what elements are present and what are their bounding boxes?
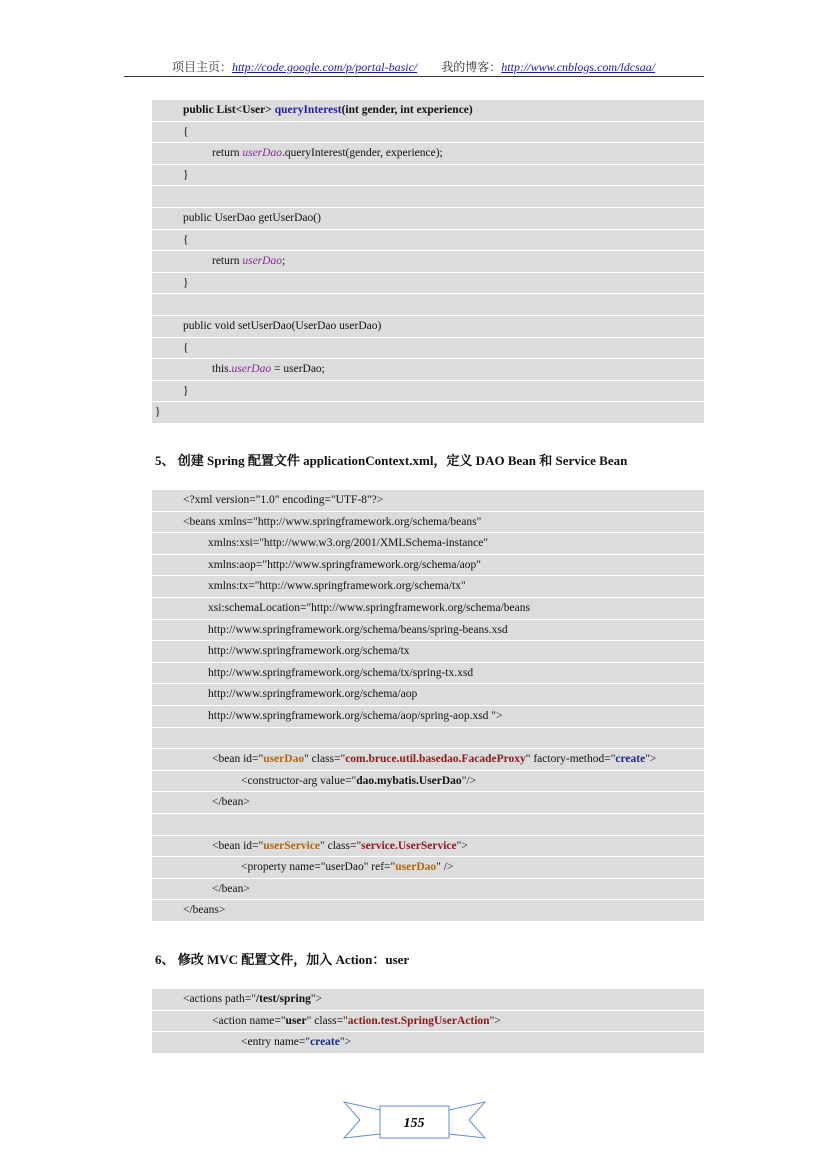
home-label: 项目主页： <box>171 60 232 74</box>
blog-link[interactable]: http://www.cnblogs.com/ldcsaa/ <box>501 60 656 74</box>
code-line <box>152 359 704 381</box>
code-line <box>152 294 704 316</box>
code-line <box>152 208 704 230</box>
code-token: "> <box>456 839 468 852</box>
code-token: userService <box>263 839 321 852</box>
code-line <box>152 338 704 360</box>
code-token: "> <box>489 1014 501 1027</box>
code-token: " class=" <box>320 839 362 852</box>
home-link[interactable]: http://code.google.com/p/portal-basic/ <box>231 60 418 74</box>
code-line <box>152 143 704 165</box>
code-line <box>152 836 704 858</box>
code-line <box>152 1032 704 1054</box>
code-line <box>152 490 704 512</box>
section-heading-5: 5、 创建 Spring 配置文件 applicationContext.xml，定义 DAO Bean 和 Service Bean <box>155 453 628 468</box>
code-token: http://www.springframework.org/schema/beans/spring-beans.xsd <box>208 623 508 636</box>
code-token: } <box>183 276 189 289</box>
code-line <box>152 706 704 728</box>
code-line <box>152 555 704 577</box>
code-token: </beans> <box>183 904 226 917</box>
code-line <box>152 100 704 122</box>
code-token: " class=" <box>304 753 346 766</box>
code-line <box>152 165 704 187</box>
code-line <box>152 598 704 620</box>
code-line <box>152 792 704 814</box>
code-line <box>152 900 704 922</box>
code-line <box>152 576 704 598</box>
code-block-spring-xml <box>152 490 704 922</box>
code-token: create <box>310 1036 340 1049</box>
code-token: } <box>183 384 189 397</box>
code-token: http://www.springframework.org/schema/tx/spring-tx.xsd <box>208 666 474 679</box>
code-token: return <box>212 255 243 268</box>
code-line <box>152 1011 704 1033</box>
code-token: { <box>183 125 189 138</box>
code-line <box>152 684 704 706</box>
code-token: <constructor-arg value=" <box>241 774 357 787</box>
code-line <box>152 512 704 534</box>
code-line <box>152 381 704 403</box>
code-token: </bean> <box>212 882 250 895</box>
code-token: userDao <box>231 363 272 376</box>
code-token: service.UserService <box>361 839 457 852</box>
code-line <box>152 273 704 295</box>
code-token: xmlns:tx="http://www.springframework.org/schema/tx" <box>208 580 466 593</box>
page-number-ribbon <box>342 1098 487 1142</box>
code-line <box>152 230 704 252</box>
code-token: { <box>183 233 189 246</box>
code-token: /test/spring <box>255 993 311 1005</box>
code-token: = userDao; <box>271 363 325 376</box>
code-token: "> <box>645 753 657 766</box>
code-token: "> <box>339 1036 352 1049</box>
code-line <box>152 533 704 555</box>
code-token: public UserDao getUserDao() <box>183 211 321 224</box>
code-line <box>152 857 704 879</box>
code-token: <bean id=" <box>212 839 264 852</box>
code-token: xmlns:aop="http://www.springframework.org/schema/aop" <box>208 558 481 571</box>
code-line <box>152 620 704 642</box>
code-line <box>152 771 704 793</box>
code-line <box>152 402 704 424</box>
code-token: create <box>615 753 646 766</box>
code-token: com.bruce.util.basedao.FacadeProxy <box>345 753 526 766</box>
code-token: ; <box>281 255 286 268</box>
code-token: <beans xmlns="http://www.springframework.org/schema/beans" <box>183 515 482 528</box>
code-line <box>152 879 704 901</box>
code-token: <entry name=" <box>241 1036 311 1049</box>
code-block-mvc-xml <box>152 989 704 1054</box>
code-token: userDao <box>395 861 437 874</box>
code-token: userDao <box>242 255 282 268</box>
code-token: (int gender, int experience) <box>341 104 473 116</box>
code-token: http://www.springframework.org/schema/aop/spring-aop.xsd "> <box>208 709 503 722</box>
code-token: return <box>212 147 243 160</box>
code-token: public List<User> <box>183 104 275 116</box>
section-heading-6: 6、 修改 MVC 配置文件，加入 Action：user <box>155 952 410 967</box>
code-token: queryInterest <box>274 104 342 116</box>
code-token: " factory-method=" <box>525 753 616 766</box>
code-line <box>152 186 704 208</box>
code-token: "/> <box>461 774 477 787</box>
code-block-java <box>152 100 704 424</box>
code-token: http://www.springframework.org/schema/aop <box>208 688 418 701</box>
code-token: action.test.SpringUserAction <box>347 1014 490 1027</box>
header-rule <box>124 76 704 77</box>
code-line <box>152 316 704 338</box>
code-line <box>152 251 704 273</box>
code-token: " /> <box>436 861 454 874</box>
code-token: <property name="userDao" ref=" <box>241 861 396 874</box>
page-number: 155 <box>403 1116 425 1131</box>
code-token: <?xml version="1.0" encoding="UTF-8"?> <box>183 494 384 506</box>
code-line <box>152 641 704 663</box>
code-line <box>152 663 704 685</box>
code-line <box>152 749 704 771</box>
code-token: </bean> <box>212 796 250 809</box>
code-token: userDao <box>242 147 282 160</box>
code-token: dao.mybatis.UserDao <box>356 774 462 787</box>
code-token: <actions path=" <box>183 993 256 1005</box>
code-token: public void setUserDao(UserDao userDao) <box>183 319 382 332</box>
code-token: .queryInterest(gender, experience); <box>281 147 443 160</box>
code-token: xmlns:xsi="http://www.w3.org/2001/XMLSchema-instance" <box>208 537 489 550</box>
code-token: <bean id=" <box>212 753 264 766</box>
code-token: } <box>183 168 189 181</box>
code-token: user <box>285 1014 307 1027</box>
code-token: "> <box>310 993 323 1005</box>
code-line <box>152 728 704 750</box>
code-line <box>152 122 704 144</box>
code-token: <action name=" <box>212 1014 286 1027</box>
code-token: xsi:schemaLocation="http://www.springframework.org/schema/beans <box>208 601 530 614</box>
code-token: } <box>155 406 161 419</box>
code-token: " class=" <box>306 1014 348 1027</box>
blog-label: 我的博客： <box>441 60 502 74</box>
code-token: { <box>183 341 189 354</box>
code-token: http://www.springframework.org/schema/tx <box>208 645 410 658</box>
code-token: this. <box>212 363 232 376</box>
code-line <box>152 989 704 1011</box>
page-header <box>0 58 827 75</box>
code-line <box>152 814 704 836</box>
code-token: userDao <box>263 753 305 766</box>
